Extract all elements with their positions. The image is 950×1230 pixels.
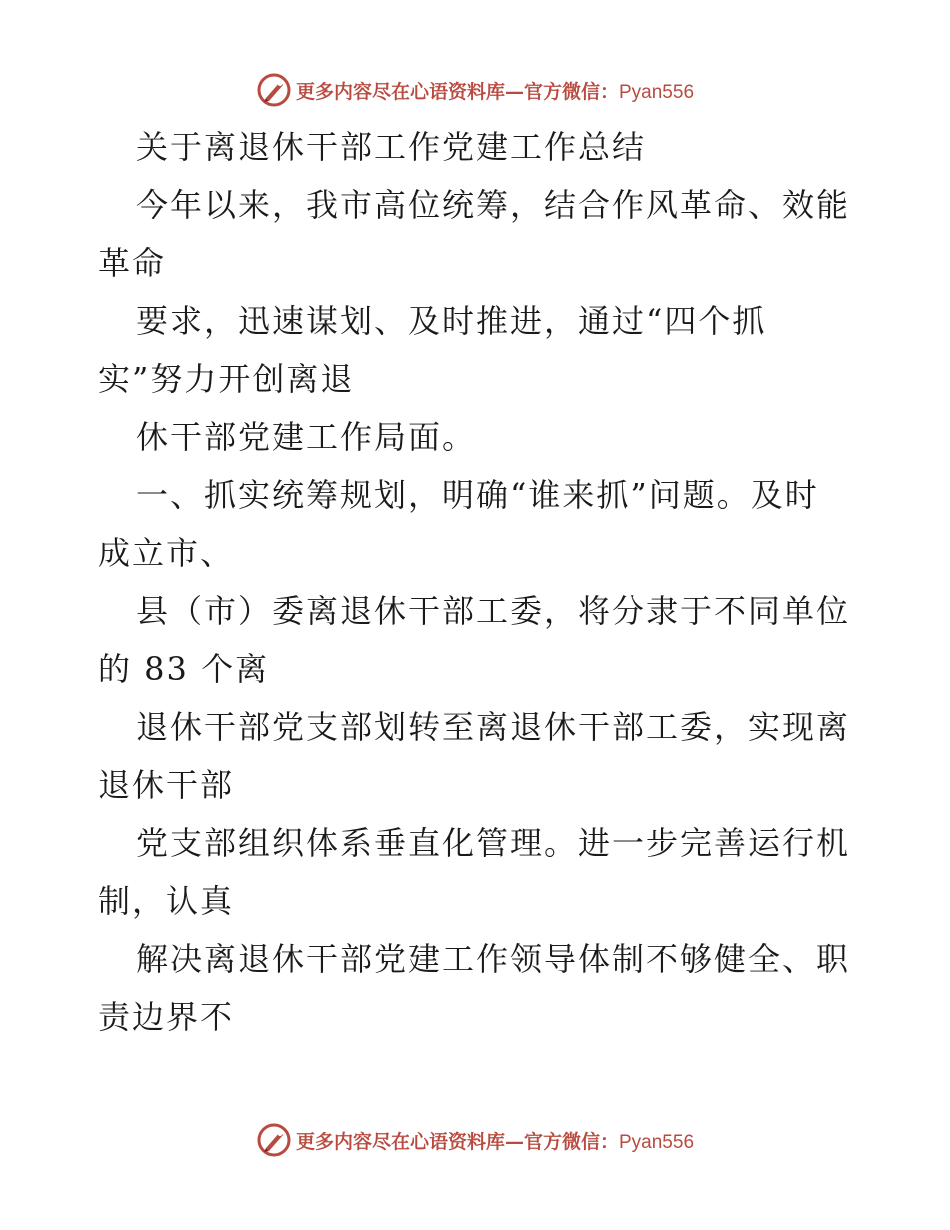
text-line: 制，认真 [98,882,235,920]
text-line: 解决离退休干部党建工作领导体制不够健全、职 [136,940,851,978]
text-line: 的 83 个离 [98,650,270,688]
text-line: 关于离退休干部工作党建工作总结 [136,128,647,166]
text-line: 党支部组织体系垂直化管理。进一步完善运行机 [136,824,851,862]
text-line: 退休干部党支部划转至离退休干部工委，实现离 [136,708,851,746]
text-line: 成立市、 [98,534,235,572]
text-line: 退休干部 [98,766,235,804]
text-line: 责边界不 [98,998,235,1036]
document-body [98,118,858,1046]
footer-watermark [0,1120,950,1160]
watermark-text: 更多内容尽在心语资料库—官方微信：Pyan556 [295,1130,695,1153]
pen-logo-icon [256,1122,292,1158]
watermark-handle: Pyan556 [619,1131,695,1153]
text-line: 实”努力开创离退 [98,360,355,398]
header-watermark [0,70,950,110]
text-line: 休干部党建工作局面。 [136,418,477,456]
text-line: 革命 [98,244,167,282]
text-line: 县（市）委离退休干部工委，将分隶于不同单位 [136,592,851,630]
text-line: 今年以来，我市高位统筹，结合作风革命、效能 [136,186,851,224]
text-line: 一、抓实统筹规划，明确“谁来抓”问题。及时 [136,476,819,514]
watermark-handle: Pyan556 [619,81,695,103]
watermark-text: 更多内容尽在心语资料库—官方微信：Pyan556 [295,80,695,103]
pen-logo-icon [256,72,292,108]
text-line: 要求，迅速谋划、及时推进，通过“四个抓 [136,302,767,340]
